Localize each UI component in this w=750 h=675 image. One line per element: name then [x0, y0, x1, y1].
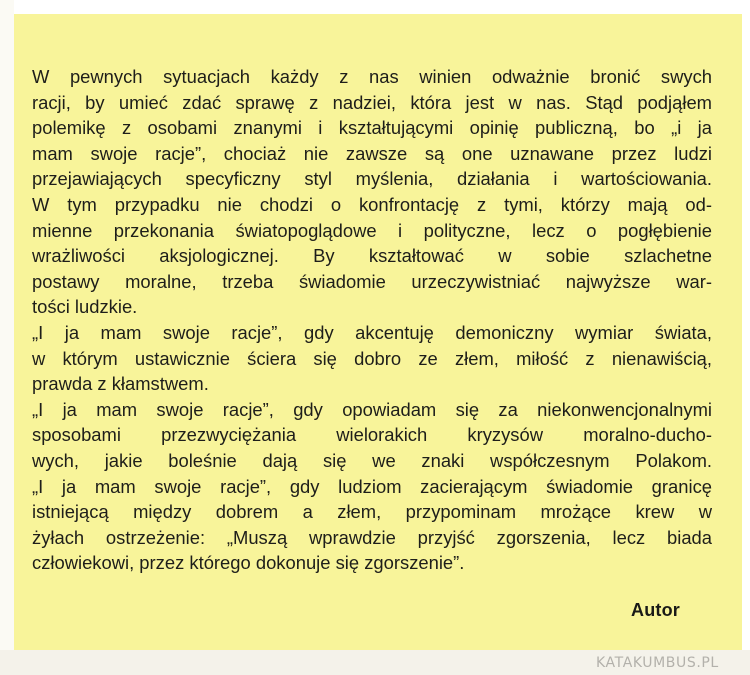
text-line: prawda z kłamstwem. — [32, 373, 209, 395]
text-line: racji, by umieć zdać sprawę z nadziei, która jest w nas. Stąd podjąłem — [32, 91, 712, 113]
text-line: przejawiających specyficzny styl myślenia, działania i wartościowania. — [32, 168, 712, 190]
text-line: „I ja mam swoje racje”, gdy ludziom zacierającym świadomie granicę — [32, 475, 712, 497]
text-line: polemikę z osobami znanymi i kształtującymi opinię publiczną, bo „i ja — [32, 117, 712, 139]
text-line: wrażliwości aksjologicznej. By kształtować w sobie szlachetne — [32, 245, 712, 267]
body-text — [32, 64, 712, 576]
text-line: człowiekowi, przez którego dokonuje się zgorszenie”. — [32, 552, 465, 574]
left-page-margin — [0, 0, 14, 675]
text-line: sposobami przezwyciężania wielorakich kryzysów moralno-ducho- — [32, 424, 712, 446]
text-line: mienne przekonania światopoglądowe i polityczne, lecz o pogłębienie — [32, 219, 712, 241]
text-line: W tym przypadku nie chodzi o konfrontację z tymi, którzy mają od- — [32, 193, 712, 215]
text-line: postawy moralne, trzeba świadomie urzeczywistniać najwyższe war- — [32, 270, 712, 292]
text-line: mam swoje racje”, chociaż nie zawsze są one uznawane przez ludzi — [32, 142, 712, 164]
watermark-text: KATAKUMBUS.PL — [596, 655, 719, 671]
text-line: istniejącą między dobrem a złem, przypominam mrożące krew w — [32, 501, 712, 523]
text-line: „I ja mam swoje racje”, gdy akcentuję demoniczny wymiar świata, — [32, 321, 712, 343]
text-line: „I ja mam swoje racje”, gdy opowiadam się za niekonwencjonalnymi — [32, 398, 712, 420]
text-line: wych, jakie boleśnie dają się we znaki współczesnym Polakom. — [32, 449, 712, 471]
text-line: W pewnych sytuacjach każdy z nas winien odważnie bronić swych — [32, 66, 712, 87]
text-line: żyłach ostrzeżenie: „Muszą wprawdzie przyjść zgorszenia, lecz biada — [32, 526, 712, 548]
text-line: w którym ustawicznie ściera się dobro ze złem, miłość z nienawiścią, — [32, 347, 712, 369]
author-signature: Autor — [631, 600, 680, 620]
text-line: tości ludzkie. — [32, 296, 138, 318]
